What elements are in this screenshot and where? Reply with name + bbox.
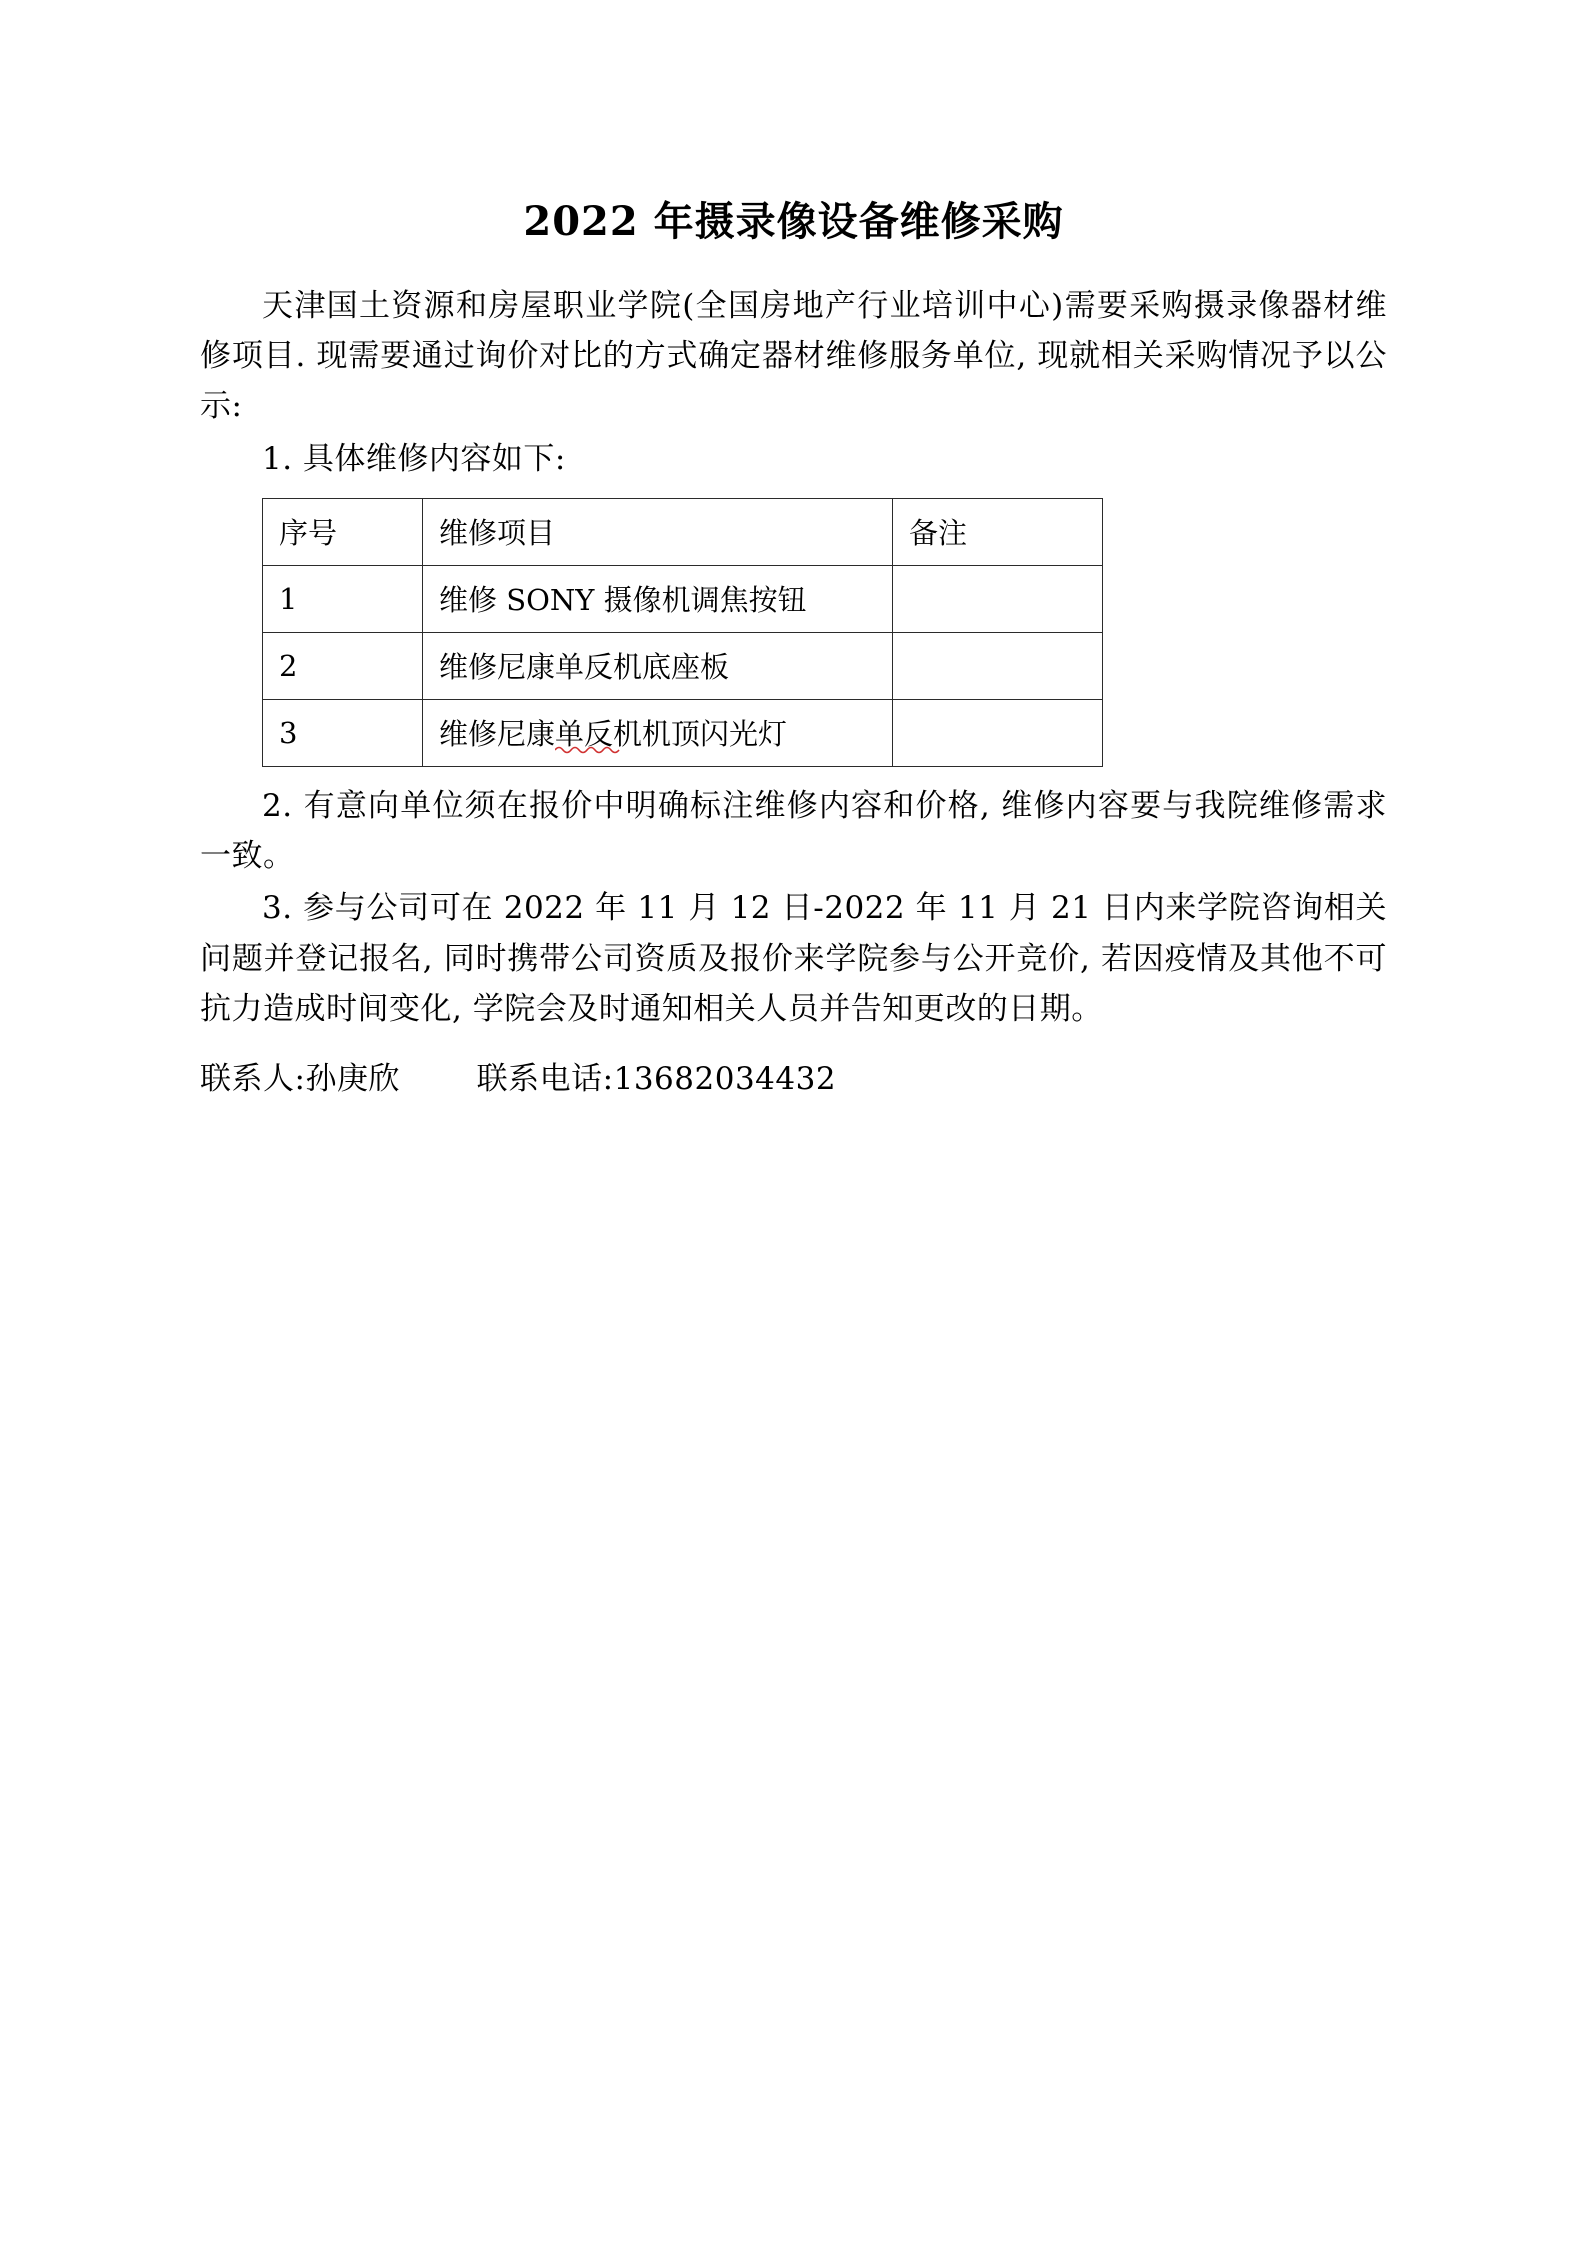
contact-phone: 联系电话:13682034432 bbox=[476, 1060, 837, 1097]
column-header-item: 维修项目 bbox=[423, 498, 893, 565]
contact-line bbox=[200, 1054, 1387, 1104]
cell-remark bbox=[893, 565, 1103, 632]
list-item-2-paragraph: 2. 有意向单位须在报价中明确标注维修内容和价格, 维修内容要与我院维修需求一致。 bbox=[200, 787, 1387, 875]
list-item-1-heading: 1. 具体维修内容如下: bbox=[262, 440, 566, 477]
cell-index: 1 bbox=[263, 565, 423, 632]
cell-index: 3 bbox=[263, 699, 423, 766]
table-row bbox=[263, 699, 1103, 766]
cell-item: 维修 SONY 摄像机调焦按钮 bbox=[423, 565, 893, 632]
cell-remark bbox=[893, 632, 1103, 699]
intro-paragraph: 天津国土资源和房屋职业学院(全国房地产行业培训中心)需要采购摄录像器材维修项目. 现需要通过询价对比的方式确定器材维修服务单位, 现就相关采购情况予以公示: bbox=[200, 288, 1387, 425]
column-header-remark: 备注 bbox=[893, 498, 1103, 565]
cell-index: 2 bbox=[263, 632, 423, 699]
cell-item: 维修尼康单反机机顶闪光灯 bbox=[423, 699, 893, 766]
page-title: 2022 年摄录像设备维修采购 bbox=[523, 198, 1064, 245]
table-header-row bbox=[263, 498, 1103, 565]
cell-remark bbox=[893, 699, 1103, 766]
contact-person: 联系人:孙庚欣 bbox=[200, 1060, 400, 1097]
cell-item: 维修尼康单反机底座板 bbox=[423, 632, 893, 699]
list-item-3-paragraph: 3. 参与公司可在 2022 年 11 月 12 日-2022 年 11 月 21 日内来学院咨询相关问题并登记报名, 同时携带公司资质及报价来学院参与公开竞价, 若因疫情及其他不可抗力造成时间变化, 学院会及时通知相关人员并告知更改的日期。 bbox=[200, 890, 1387, 1027]
column-header-index: 序号 bbox=[263, 498, 423, 565]
repair-items-table bbox=[262, 498, 1103, 767]
table-row bbox=[263, 632, 1103, 699]
table-row bbox=[263, 565, 1103, 632]
